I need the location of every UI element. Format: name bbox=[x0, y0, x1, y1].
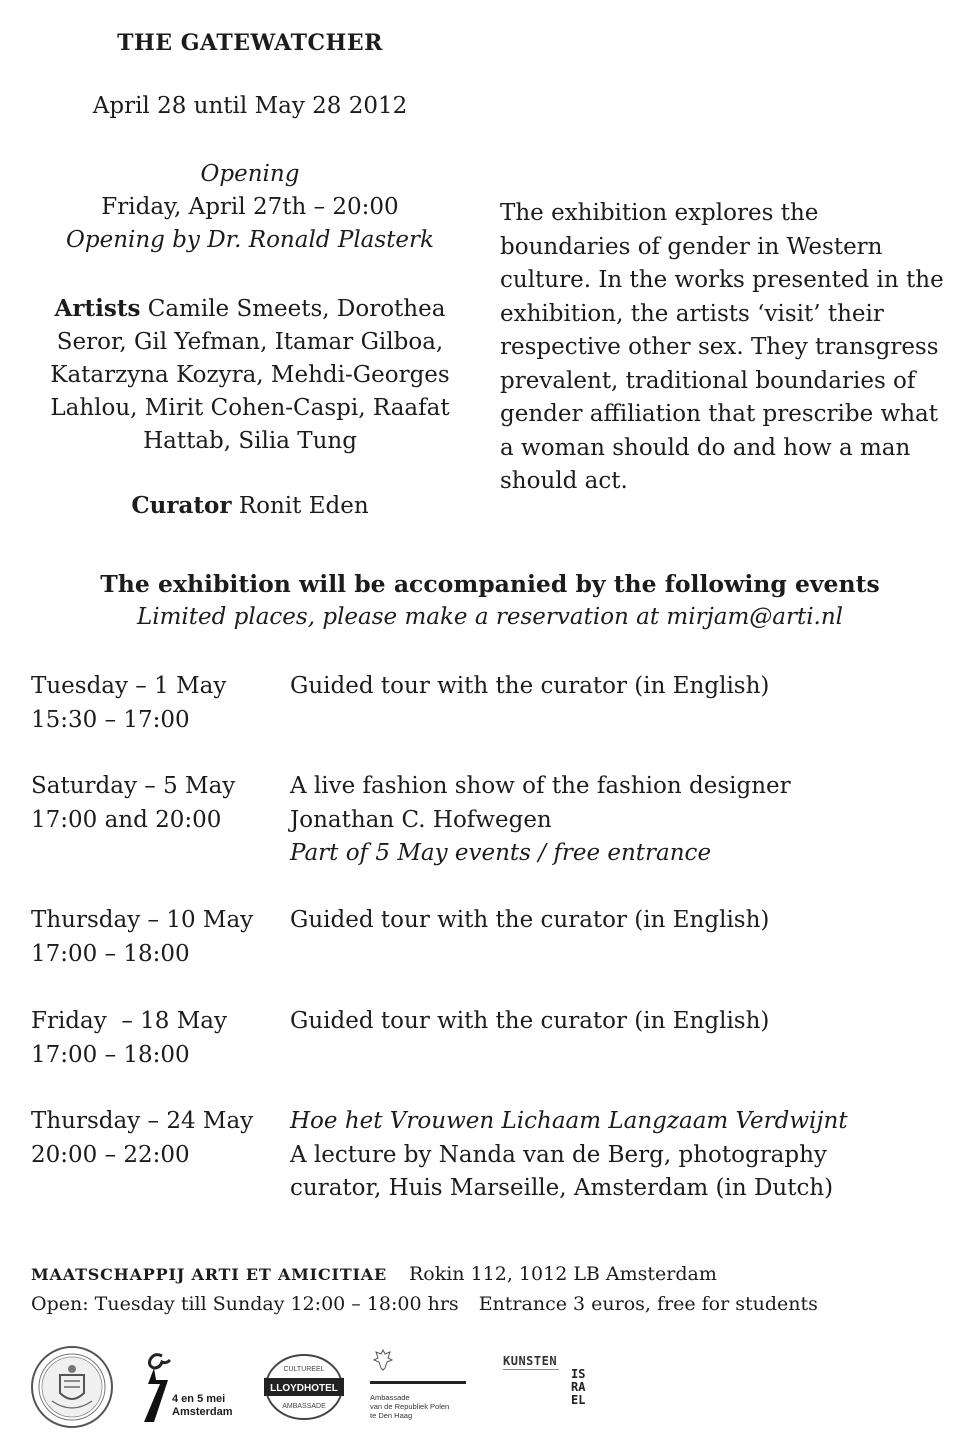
event-when bbox=[31, 670, 281, 737]
entrance-fee: Entrance 3 euros, free for students bbox=[478, 1293, 818, 1315]
footer-hours-line bbox=[31, 1293, 818, 1315]
israel-letter-pair: RA bbox=[571, 1380, 586, 1394]
event-line: Guided tour with the curator (in English) bbox=[290, 673, 770, 699]
eagle-icon bbox=[372, 1348, 394, 1372]
opening-label: Opening bbox=[200, 161, 300, 187]
artists-label: Artists bbox=[54, 295, 141, 322]
event-when bbox=[31, 904, 281, 971]
exhibition-title: THE GATEWATCHER bbox=[117, 30, 383, 56]
event-line: Jonathan C. Hofwegen bbox=[290, 806, 552, 833]
footer-org-line bbox=[31, 1263, 717, 1285]
embassy-line: van de Republiek Polen bbox=[370, 1402, 450, 1411]
event-description bbox=[290, 1005, 950, 1039]
event-description bbox=[290, 904, 950, 938]
event-line: Guided tour with the curator (in English) bbox=[290, 1008, 770, 1034]
event-line: A lecture by Nanda van de Berg, photography bbox=[290, 1141, 827, 1168]
events-subtitle: Limited places, please make a reservation at mirjam@arti.nl bbox=[136, 604, 844, 630]
event-day: Saturday – 5 May bbox=[31, 773, 236, 799]
event-line: curator, Huis Marseille, Amsterdam (in Dutch) bbox=[290, 1175, 834, 1201]
israel-letters bbox=[571, 1368, 585, 1407]
event-description bbox=[290, 1105, 950, 1206]
lloydhotel-logo bbox=[262, 1352, 346, 1426]
opening-hours: Open: Tuesday till Sunday 12:00 – 18:00 hrs bbox=[31, 1293, 459, 1315]
israel-letter-pair: EL bbox=[571, 1393, 586, 1407]
polish-embassy-logo bbox=[368, 1348, 468, 1428]
event-when bbox=[31, 1005, 281, 1072]
exhibition-dates: April 28 until May 28 2012 bbox=[92, 93, 408, 119]
organisation-name: MAATSCHAPPIJ ARTI ET AMICITIAE bbox=[31, 1265, 387, 1284]
events-title: The exhibition will be accompanied by the following events bbox=[100, 570, 880, 598]
address: Rokin 112, 1012 LB Amsterdam bbox=[408, 1263, 717, 1285]
embassy-line: Ambassade bbox=[370, 1393, 410, 1402]
arti-seal-icon bbox=[30, 1345, 114, 1429]
arti-seal-logo bbox=[30, 1345, 114, 1433]
event-time: 17:00 – 18:00 bbox=[31, 1041, 190, 1068]
lloyd-top-text: CULTUREEL bbox=[283, 1366, 325, 1373]
event-description bbox=[290, 770, 950, 871]
mei-label bbox=[172, 1393, 233, 1419]
curator-block bbox=[60, 492, 440, 519]
artists-list: Camile Smeets, Dorothea Seror, Gil Yefman, Itamar Gilboa, Katarzyna Kozyra, Mehdi-Georges Lahlou, Mirit Cohen-Caspi, Raafat Hattab, Silia Tung bbox=[50, 296, 450, 454]
lloyd-bottom-text: AMBASSADE bbox=[282, 1403, 326, 1410]
event-time: 17:00 and 20:00 bbox=[31, 806, 222, 833]
event-line: A live fashion show of the fashion designer bbox=[290, 773, 791, 799]
mei-top-text: 4 en 5 mei bbox=[172, 1393, 226, 1405]
artists-block bbox=[40, 292, 460, 458]
event-note: Part of 5 May events / free entrance bbox=[290, 840, 712, 866]
kunsten-word: KUNSTEN bbox=[503, 1354, 558, 1368]
curator-name: Ronit Eden bbox=[238, 493, 369, 519]
intro-paragraph: The exhibition explores the boundaries of gender in Western culture. In the works presented in the exhibition, the artists ‘visit’ their respective other sex. They transgress prevalent, traditional boundaries of gender affiliation that prescribe what a woman should do and how a man should act. bbox=[500, 200, 944, 494]
event-day: Friday – 18 May bbox=[31, 1008, 228, 1034]
embassy-text bbox=[370, 1393, 449, 1420]
event-description bbox=[290, 670, 950, 704]
event-time: 20:00 – 22:00 bbox=[31, 1141, 190, 1168]
opening-by: Opening by Dr. Ronald Plasterk bbox=[66, 227, 434, 253]
lloyd-band-text: LLOYDHOTEL bbox=[270, 1383, 338, 1394]
kunsten-rule bbox=[503, 1369, 559, 1370]
embassy-line: te Den Haag bbox=[370, 1411, 413, 1420]
event-time: 15:30 – 17:00 bbox=[31, 706, 190, 733]
kunsten-israel-logo bbox=[503, 1354, 603, 1434]
curator-label: Curator bbox=[131, 492, 232, 519]
event-day: Tuesday – 1 May bbox=[31, 673, 227, 699]
opening-block bbox=[30, 158, 470, 257]
flag-stripe bbox=[370, 1381, 466, 1384]
lloydhotel-emblem-icon bbox=[262, 1352, 346, 1422]
event-when bbox=[31, 770, 281, 837]
event-lecture-title: Hoe het Vrouwen Lichaam Langzaam Verdwijnt bbox=[290, 1108, 848, 1134]
event-line: Guided tour with the curator (in English) bbox=[290, 907, 770, 933]
event-time: 17:00 – 18:00 bbox=[31, 940, 190, 967]
mei-bottom-text: Amsterdam bbox=[172, 1406, 233, 1418]
event-day: Thursday – 10 May bbox=[31, 907, 254, 933]
opening-date: Friday, April 27th – 20:00 bbox=[101, 194, 399, 220]
4-en-5-mei-logo bbox=[136, 1350, 246, 1430]
event-when bbox=[31, 1105, 281, 1172]
israel-letter-pair: IS bbox=[571, 1367, 586, 1381]
event-day: Thursday – 24 May bbox=[31, 1108, 254, 1134]
